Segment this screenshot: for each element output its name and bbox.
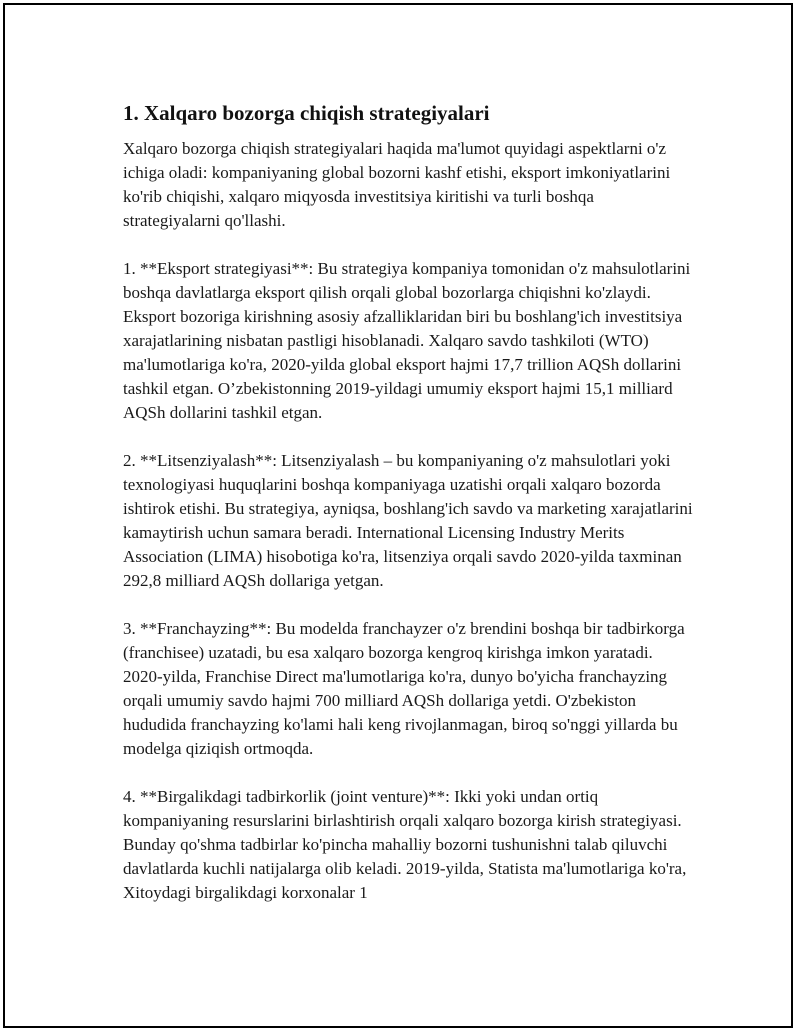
paragraph-export-strategy: 1. **Eksport strategiyasi**: Bu strategiya kompaniya tomonidan o'z mahsulotlarini boshqa davlatlarga eksport qilish orqali global bozorlarga chiqishni ko'zlaydi. Eksport bozoriga kirishning asosiy afzalliklaridan biri bu boshlang'ich investitsiya xarajatlarining nisbatan pastligi hisoblanadi. Xalqaro savdo tashkiloti (WTO) ma'lumotlariga ko'ra, 2020-yilda global eksport hajmi 17,7 trillion AQSh dollarini tashkil etgan. O’zbekistonning 2019-yildagi umumiy eksport hajmi 15,1 milliard AQSh dollarini tashkil etgan. — [123, 259, 691, 422]
document-title: 1. Xalqaro bozorga chiqish strategiyalari — [123, 101, 490, 125]
document-body — [123, 99, 695, 929]
paragraph-joint-venture: 4. **Birgalikdagi tadbirkorlik (joint venture)**: Ikki yoki undan ortiq kompaniyaning resurslarini birlashtirish orqali xalqaro bozorga kirish strategiyasi. Bunday qo'shma tadbirlar ko'pincha mahalliy bozorni tushunishni talab qiluvchi davlatlarda kuchli natijalarga olib keladi. 2019-yilda, Statista ma'lumotlariga ko'ra, Xitoydagi birgalikdagi korxonalar 1 — [123, 787, 687, 902]
paragraph-franchising: 3. **Franchayzing**: Bu modelda franchayzer o'z brendini boshqa bir tadbirkorga (franchisee) uzatadi, bu esa xalqaro bozorga kengroq kirishga imkon yaratadi. 2020-yilda, Franchise Direct ma'lumotlariga ko'ra, dunyo bo'yicha franchayzing orqali umumiy savdo hajmi 700 milliard AQSh dollariga yetdi. O'zbekiston hududida franchayzing ko'lami hali keng rivojlanmagan, biroq so'nggi yillarda bu modelga qiziqish ortmoqda. — [123, 619, 685, 758]
paragraph-licensing: 2. **Litsenziyalash**: Litsenziyalash – bu kompaniyaning o'z mahsulotlari yoki texnologiyasi huquqlarini boshqa kompaniyaga uzatishi orqali xalqaro bozorda ishtirok etishi. Bu strategiya, ayniqsa, boshlang'ich savdo va marketing xarajatlarini kamaytirish uchun samara beradi. International Licensing Industry Merits Association (LIMA) hisobotiga ko'ra, litsenziya orqali savdo 2020-yilda taxminan 292,8 milliard AQSh dollariga yetgan. — [123, 451, 693, 590]
paragraph-intro: Xalqaro bozorga chiqish strategiyalari haqida ma'lumot quyidagi aspektlarni o'z ichiga oladi: kompaniyaning global bozorni kashf etishi, eksport imkoniyatlarini ko'rib chiqishi, xalqaro miqyosda investitsiya kiritishi va turli boshqa strategiyalarni qo'llashi. — [123, 139, 671, 230]
page-frame — [3, 3, 793, 1028]
